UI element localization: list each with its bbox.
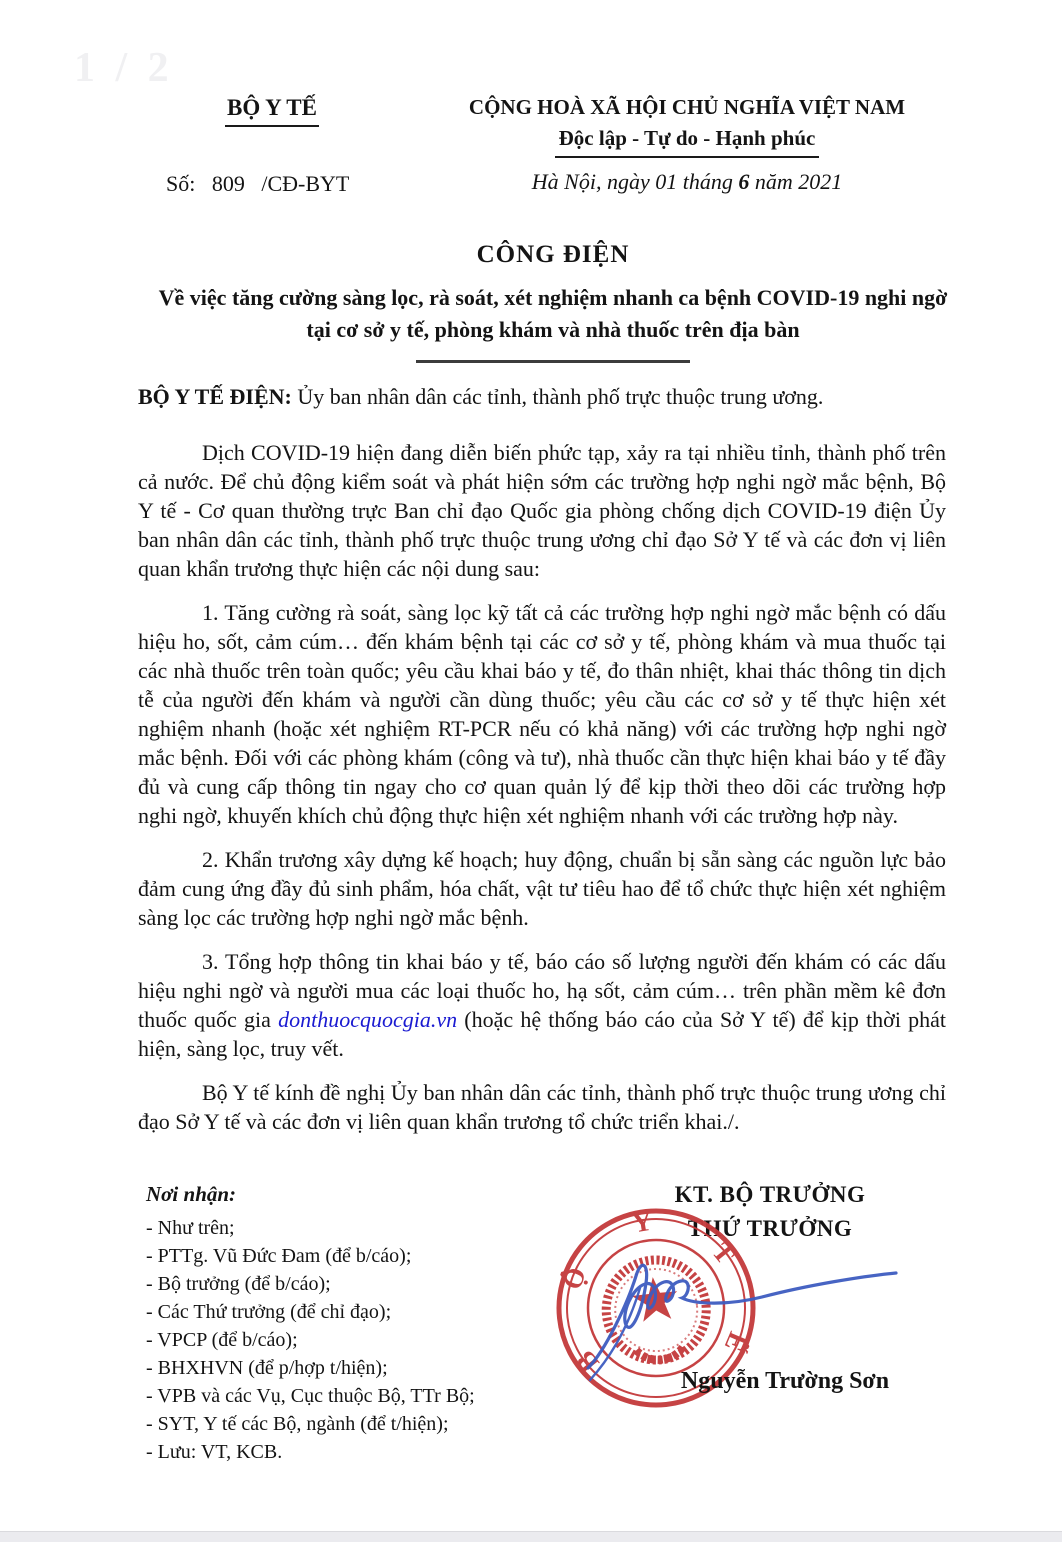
ministry-name: BỘ Y TẾ: [225, 94, 319, 127]
recipients-label: Nơi nhận:: [146, 1182, 237, 1206]
title-divider: [416, 360, 690, 363]
signer-role-title: THỨ TRƯỞNG: [687, 1216, 853, 1241]
recipient-line: [138, 384, 968, 410]
recipient-item: - BHXHVN (để p/hợp t/hiện);: [146, 1357, 388, 1379]
paragraph-3-text-after: (hoặc hệ thống báo cáo của Sở Y tế) để kịp thời phát hiện, sàng lọc, truy vết.: [138, 1007, 946, 1061]
recipient-item: - VPB và các Vụ, Cục thuộc Bộ, TTr Bộ;: [146, 1385, 475, 1407]
paragraph-intro: Dịch COVID-19 hiện đang diễn biến phức tạp, xảy ra tại nhiều tỉnh, thành phố trên cả nước. Để chủ động kiểm soát và phát hiện sớm các trường hợp nghi ngờ mắc bệnh, Bộ Y tế - Cơ quan thường trực Ban chỉ đạo Quốc gia phòng chống dịch COVID-19 điện Ủy ban nhân dân các tỉnh, thành phố trực thuộc trung ương chỉ đạo Sở Y tế và các đơn vị liên quan khẩn trương thực hiện các nội dung sau:: [138, 440, 946, 581]
recipient-item: - Lưu: VT, KCB.: [146, 1441, 283, 1463]
recipient-label: BỘ Y TẾ ĐIỆN:: [138, 384, 292, 409]
header-national-motto: [406, 94, 968, 197]
paragraph-1: 1. Tăng cường rà soát, sàng lọc kỹ tất cả các trường hợp nghi ngờ mắc bệnh có dấu hiệu ho, sốt, cảm cúm… đến khám bệnh tại các cơ sở y tế, phòng khám và mua thuốc tại các nhà thuốc trên toàn quốc; yêu cầu khai báo y tế, đo thân nhiệt, khai thác thông tin dịch tễ của người đến khám và người cần dùng thuốc; yêu cầu các cơ sở y tế thực hiện xét nghiệm nhanh (hoặc xét nghiệm RT-PCR nếu có khả năng) với các trường hợp nghi ngờ mắc bệnh. Đối với các phòng khám (công và tư), nhà thuốc cần thực hiện khai báo y tế đầy đủ và cung cấp thông tin ngay cho cơ quan quản lý để kịp thời theo dõi các trường hợp nghi ngờ, khuyến khích chủ động thực hiện xét nghiệm nhanh với các trường hợp này.: [138, 600, 946, 828]
stamp-letter: Y: [630, 1205, 655, 1239]
paragraph-3: [138, 947, 946, 1063]
document-number: Số: 809 /CĐ-BYT: [166, 171, 350, 196]
recipient-item: - SYT, Y tế các Bộ, ngành (để t/hiện);: [146, 1413, 449, 1435]
date-line-post: năm 2021: [749, 169, 843, 194]
recipient-text: Ủy ban nhân dân các tỉnh, thành phố trực thuộc trung ương.: [291, 384, 824, 409]
paragraph-2: 2. Khẩn trương xây dựng kế hoạch; huy động, chuẩn bị sẵn sàng các nguồn lực bảo đảm cung ứng đầy đủ sinh phẩm, hóa chất, vật tư tiêu hao để tổ chức thực hiện xét nghiệm sàng lọc các trường hợp nghi ngờ mắc bệnh.: [138, 847, 946, 930]
donthuocquocgia-link[interactable]: donthuocquocgia.vn: [278, 1007, 458, 1032]
paragraph-closing: Bộ Y tế kính đề nghị Ủy ban nhân dân các tỉnh, thành phố trực thuộc trung ương chỉ đạo Sở Y tế và các đơn vị liên quan khẩn trương tổ chức triển khai./.: [138, 1080, 946, 1134]
recipient-item: - Các Thứ trưởng (để chỉ đạo);: [146, 1301, 392, 1323]
date-line: [406, 169, 968, 195]
recipient-item: - VPCP (để b/cáo);: [146, 1329, 298, 1351]
country-name: CỘNG HOÀ XÃ HỘI CHỦ NGHĨA VIỆT NAM: [468, 95, 906, 119]
recipients-list: [146, 1214, 475, 1466]
paragraph-3-text-before: 3. Tổng hợp thông tin khai báo y tế, báo cáo số lượng người đến khám có các dấu hiệu nghi ngờ và người mua các loại thuốc ho, hạ sốt, cảm cúm… trên phần mềm kê đơn thuốc quốc gia: [138, 949, 946, 1032]
stamp-letter: Ộ: [556, 1263, 592, 1294]
document-header: [138, 94, 968, 197]
document-body: [138, 438, 946, 1151]
national-motto: Độc lập - Tự do - Hạnh phúc: [555, 126, 820, 158]
stamp-letter: B: [570, 1345, 605, 1378]
recipient-item: - Bộ trưởng (để b/cáo);: [146, 1273, 331, 1295]
recipients-block: [146, 1182, 475, 1466]
document-subject: Về việc tăng cường sàng lọc, rà soát, xét nghiệm nhanh ca bệnh COVID-19 nghi ngờ tại cơ sở y tế, phòng khám và nhà thuốc trên địa bàn: [158, 285, 948, 342]
document-type-title: CÔNG ĐIỆN: [476, 241, 630, 268]
stamp-letter: Ế: [718, 1327, 754, 1357]
stamp-letter: T: [706, 1236, 741, 1270]
date-line-pre: Hà Nội, ngày 01 tháng: [531, 169, 739, 194]
header-issuing-org: [138, 94, 406, 197]
viewer-bottom-edge: [0, 1531, 1062, 1542]
handwritten-signature-icon: [572, 1238, 908, 1388]
document-footer: [0, 1178, 1062, 1528]
signer-name: Nguyễn Trường Sơn: [680, 1368, 890, 1394]
recipient-item: - PTTg. Vũ Đức Đam (để b/cáo);: [146, 1245, 412, 1267]
recipient-item: - Như trên;: [146, 1217, 235, 1239]
signer-authority-title: KT. BỘ TRƯỞNG: [674, 1182, 866, 1207]
date-line-month: 6: [738, 169, 750, 194]
page-indicator-watermark: 1 / 2: [74, 45, 174, 91]
title-block: [138, 241, 968, 363]
